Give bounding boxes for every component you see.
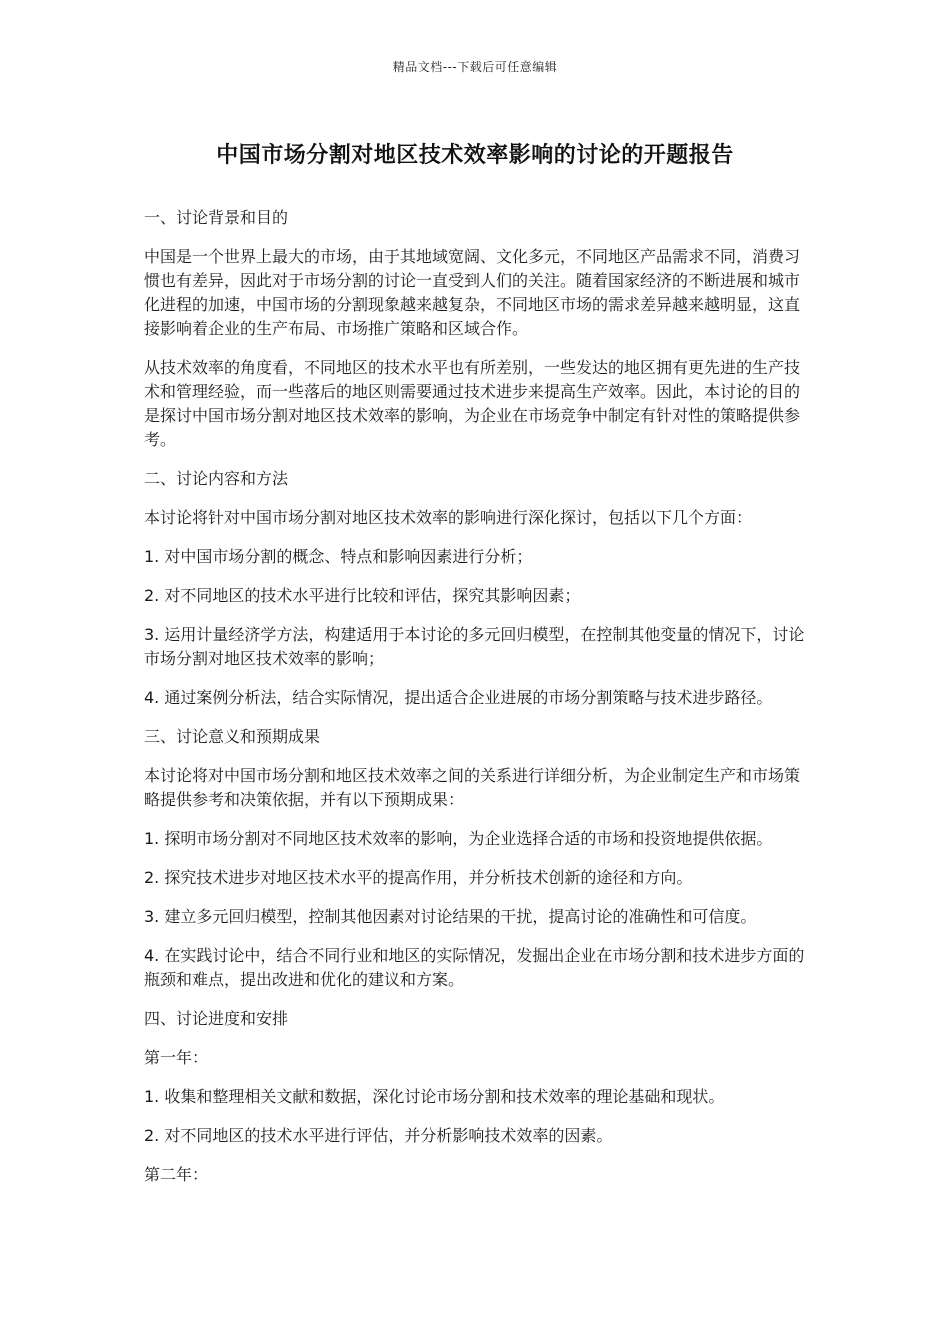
subheading-year-1: 第一年： [144, 1048, 209, 1067]
paragraph: 从技术效率的角度看，不同地区的技术水平也有所差别，一些发达的地区拥有更先进的生产技术和管理经验，而一些落后的地区则需要通过技术进步来提高生产效率。因此，本讨论的目的是探讨中国市场分割对地区技术效率的影响，为企业在市场竞争中制定有针对性的策略提供参考。 [144, 358, 801, 449]
document-body [144, 206, 808, 1202]
section-heading-2: 二、讨论内容和方法 [144, 469, 289, 488]
list-item: 4. 在实践讨论中，结合不同行业和地区的实际情况，发掘出企业在市场分割和技术进步方面的瓶颈和难点，提出改进和优化的建议和方案。 [144, 946, 805, 989]
list-item: 1. 探明市场分割对不同地区技术效率的影响，为企业选择合适的市场和投资地提供依据。 [144, 829, 773, 848]
paragraph: 本讨论将针对中国市场分割对地区技术效率的影响进行深化探讨，包括以下几个方面： [144, 508, 753, 527]
list-item: 1. 收集和整理相关文献和数据，深化讨论市场分割和技术效率的理论基础和现状。 [144, 1087, 725, 1106]
list-item: 3. 运用计量经济学方法，构建适用于本讨论的多元回归模型，在控制其他变量的情况下，讨论市场分割对地区技术效率的影响； [144, 625, 805, 668]
list-item: 2. 探究技术进步对地区技术水平的提高作用，并分析技术创新的途径和方向。 [144, 868, 693, 887]
document-title: 中国市场分割对地区技术效率影响的讨论的开题报告 [216, 143, 734, 168]
list-item: 4. 通过案例分析法，结合实际情况，提出适合企业进展的市场分割策略与技术进步路径。 [144, 688, 773, 707]
list-item: 2. 对不同地区的技术水平进行比较和评估，探究其影响因素； [144, 586, 581, 605]
section-heading-1: 一、讨论背景和目的 [144, 208, 289, 227]
list-item: 1. 对中国市场分割的概念、特点和影响因素进行分析； [144, 547, 533, 566]
list-item: 2. 对不同地区的技术水平进行评估，并分析影响技术效率的因素。 [144, 1126, 613, 1145]
list-item: 3. 建立多元回归模型，控制其他因素对讨论结果的干扰，提高讨论的准确性和可信度。 [144, 907, 757, 926]
header-note: 精品文档---下载后可任意编辑 [392, 60, 558, 74]
section-heading-3: 三、讨论意义和预期成果 [144, 727, 321, 746]
paragraph: 本讨论将对中国市场分割和地区技术效率之间的关系进行详细分析，为企业制定生产和市场策略提供参考和决策依据，并有以下预期成果： [144, 766, 801, 809]
paragraph: 中国是一个世界上最大的市场，由于其地域宽阔、文化多元，不同地区产品需求不同，消费习惯也有差异，因此对于市场分割的讨论一直受到人们的关注。随着国家经济的不断进展和城市化进程的加速，中国市场的分割现象越来越复杂，不同地区市场的需求差异越来越明显，这直接影响着企业的生产布局、市场推广策略和区域合作。 [144, 247, 801, 338]
section-heading-4: 四、讨论进度和安排 [144, 1009, 289, 1028]
subheading-year-2: 第二年： [144, 1165, 209, 1184]
